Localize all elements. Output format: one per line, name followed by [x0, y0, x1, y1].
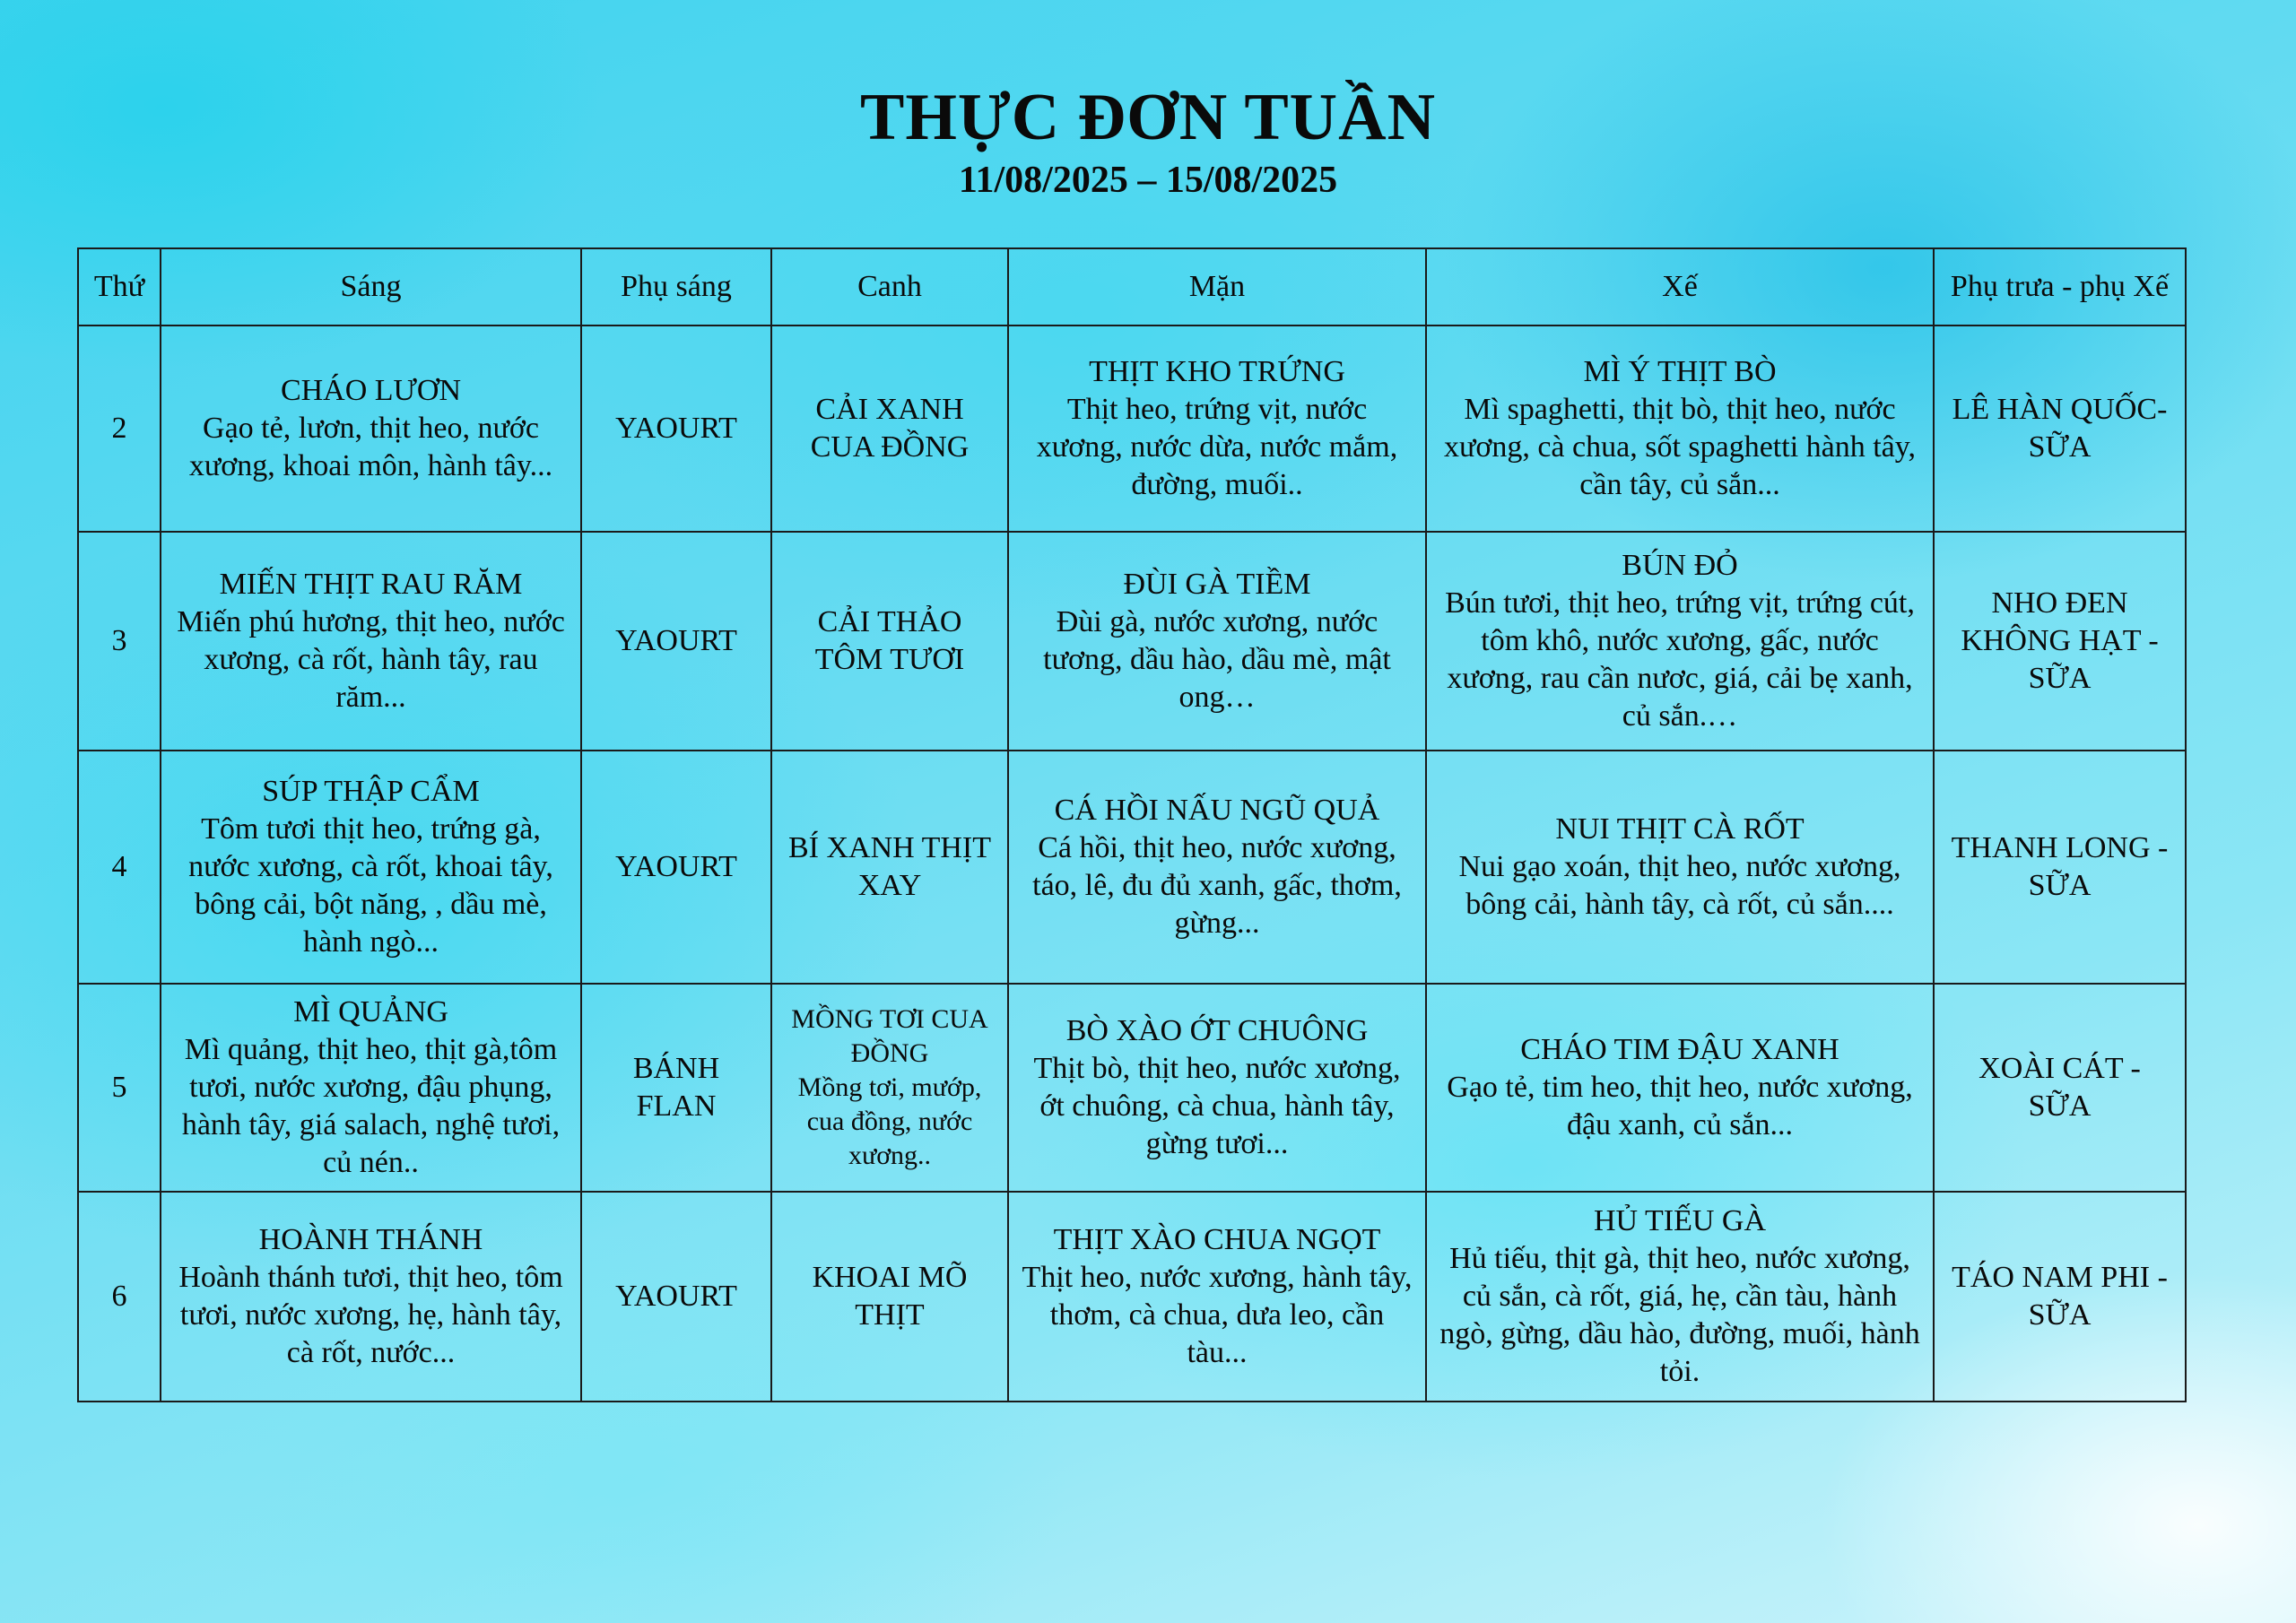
snack-name: NHO ĐEN KHÔNG HẠT - SỮA [1961, 586, 2159, 695]
morning-snack-cell [581, 984, 771, 1192]
day-cell [78, 532, 161, 751]
breakfast-cell [161, 751, 581, 984]
main-dish-cell [1008, 532, 1426, 751]
dish-ingredients: Hoành thánh tươi, thịt heo, tôm tươi, nước xương, hẹ, hành tây, cà rốt, nước... [178, 1261, 563, 1369]
main-dish-cell [1008, 984, 1426, 1192]
snacks-cell [1934, 751, 2186, 984]
column-header-day: Thứ [78, 248, 161, 325]
dish-title: KHOAI MÕ THỊT [812, 1261, 968, 1332]
main-dish-cell [1008, 1192, 1426, 1402]
morning-snack-cell [581, 1192, 771, 1402]
day-cell [78, 984, 161, 1192]
page-header [0, 79, 2296, 203]
dish-title: MÌ QUẢNG [293, 995, 448, 1028]
dish-ingredients: Thịt heo, nước xương, hành tây, thơm, cà chua, dưa leo, cần tàu... [1022, 1261, 1413, 1369]
soup-cell [771, 984, 1008, 1192]
snack-name: YAOURT [615, 850, 737, 883]
morning-snack-cell [581, 532, 771, 751]
dish-ingredients: Mì spaghetti, thịt bò, thịt heo, nước xương, cà chua, sốt spaghetti hành tây, cần tây, củ sắn... [1443, 393, 1917, 501]
snacks-cell [1934, 1192, 2186, 1402]
dish-title: CHÁO TIM ĐẬU XANH [1520, 1033, 1839, 1066]
snack-name: BÁNH FLAN [632, 1052, 720, 1123]
column-header-breakfast: Sáng [161, 248, 581, 325]
dish-title: CẢI THẢO TÔM TƯƠI [814, 605, 965, 676]
day-number: 2 [111, 412, 127, 445]
day-cell [78, 751, 161, 984]
dish-title: THỊT XÀO CHUA NGỌT [1053, 1223, 1381, 1256]
snack-name: LÊ HÀN QUỐC- SỮA [1952, 393, 2168, 464]
snack-name: XOÀI CÁT - SỮA [1979, 1052, 2141, 1123]
afternoon-cell [1426, 532, 1934, 751]
column-header-main-dish: Mặn [1008, 248, 1426, 325]
morning-snack-cell [581, 751, 771, 984]
dish-ingredients: Gạo tẻ, tim heo, thịt heo, nước xương, đậu xanh, củ sắn... [1447, 1071, 1913, 1141]
dish-ingredients: Gạo tẻ, lươn, thịt heo, nước xương, khoai môn, hành tây... [188, 412, 553, 482]
dish-title: CẢI XANH CUA ĐỒNG [810, 393, 970, 464]
column-header-morning-snack: Phụ sáng [581, 248, 771, 325]
breakfast-cell [161, 1192, 581, 1402]
dish-title: THỊT KHO TRỨNG [1089, 355, 1345, 388]
dish-ingredients: Mì quảng, thịt heo, thịt gà,tôm tươi, nước xương, đậu phụng, hành tây, giá salach, nghệ tươi, củ nén.. [181, 1033, 561, 1179]
soup-cell [771, 1192, 1008, 1402]
soup-cell [771, 532, 1008, 751]
breakfast-cell [161, 984, 581, 1192]
breakfast-cell [161, 325, 581, 532]
dish-ingredients: Miến phú hương, thịt heo, nước xương, cà rốt, hành tây, rau răm... [177, 605, 565, 714]
date-range: 11/08/2025 – 15/08/2025 [958, 160, 1338, 201]
dish-ingredients: Nui gạo xoán, thịt heo, nước xương, bông cải, hành tây, cà rốt, củ sắn.... [1458, 850, 1901, 921]
table-row [78, 532, 2186, 751]
dish-ingredients: Đùi gà, nước xương, nước tương, dầu hào, dầu mè, mật ong… [1043, 605, 1391, 714]
dish-ingredients: Tôm tươi thịt heo, trứng gà, nước xương, cà rốt, khoai tây, bông cải, bột năng, , dầu mè, hành ngò... [188, 812, 553, 959]
dish-ingredients: Bún tươi, thịt heo, trứng vịt, trứng cút, tôm khô, nước xương, gấc, nước xương, rau cần nươc, giá, cải bẹ xanh, củ sắn.… [1445, 586, 1915, 733]
dish-title: ĐÙI GÀ TIỀM [1123, 568, 1311, 601]
main-dish-cell [1008, 325, 1426, 532]
table-row [78, 984, 2186, 1192]
dish-title: BÚN ĐỎ [1622, 549, 1738, 582]
snack-name: YAOURT [615, 624, 737, 657]
snacks-cell [1934, 325, 2186, 532]
soup-cell [771, 751, 1008, 984]
snack-name: YAOURT [615, 412, 737, 445]
dish-title: BÒ XÀO ỚT CHUÔNG [1065, 1014, 1369, 1047]
dish-title: HOÀNH THÁNH [258, 1223, 483, 1256]
dish-ingredients: Hủ tiếu, thịt gà, thịt heo, nước xương, củ sắn, cà rốt, giá, hẹ, cần tàu, hành ngò, gừng, dầu hào, đường, muối, hành tỏi. [1439, 1242, 1920, 1388]
dish-ingredients: Thịt bò, thịt heo, nước xương, ớt chuông, cà chua, hành tây, gừng tươi... [1033, 1052, 1401, 1160]
column-header-soup: Canh [771, 248, 1008, 325]
weekly-menu-table [77, 247, 2187, 1402]
dish-title: MIẾN THỊT RAU RĂM [219, 568, 523, 601]
table-header-row [78, 248, 2186, 325]
dish-title: MỒNG TƠI CUA ĐỒNG [791, 1004, 988, 1068]
dish-ingredients: Cá hồi, thịt heo, nước xương, táo, lê, đu đủ xanh, gấc, thơm, gừng... [1032, 831, 1402, 940]
afternoon-cell [1426, 751, 1934, 984]
dish-ingredients: Thịt heo, trứng vịt, nước xương, nước dừa, nước mắm, đường, muối.. [1036, 393, 1398, 501]
dish-title: HỦ TIẾU GÀ [1593, 1204, 1766, 1237]
dish-title: SÚP THẬP CẨM [262, 775, 480, 808]
dish-title: NUI THỊT CÀ RỐT [1555, 812, 1805, 846]
snack-name: YAOURT [615, 1280, 737, 1313]
soup-cell [771, 325, 1008, 532]
snacks-cell [1934, 532, 2186, 751]
dish-title: MÌ Ý THỊT BÒ [1583, 355, 1777, 388]
day-number: 3 [111, 624, 127, 657]
table-row [78, 325, 2186, 532]
snack-name: TÁO NAM PHI - SỮA [1952, 1261, 2168, 1332]
afternoon-cell [1426, 325, 1934, 532]
table-row [78, 1192, 2186, 1402]
dish-title: CÁ HỒI NẤU NGŨ QUẢ [1054, 794, 1380, 827]
day-number: 4 [111, 850, 127, 883]
snack-name: THANH LONG - SỮA [1951, 831, 2169, 902]
column-header-snacks: Phụ trưa - phụ Xế [1934, 248, 2186, 325]
column-header-afternoon: Xế [1426, 248, 1934, 325]
afternoon-cell [1426, 984, 1934, 1192]
snacks-cell [1934, 984, 2186, 1192]
afternoon-cell [1426, 1192, 1934, 1402]
table-row [78, 751, 2186, 984]
dish-ingredients: Mồng tơi, mướp, cua đồng, nước xương.. [797, 1072, 982, 1170]
morning-snack-cell [581, 325, 771, 532]
breakfast-cell [161, 532, 581, 751]
dish-title: BÍ XANH THỊT XAY [787, 831, 991, 902]
day-cell [78, 1192, 161, 1402]
page-title: THỰC ĐƠN TUẦN [859, 81, 1437, 154]
dish-title: CHÁO LƯƠN [280, 374, 462, 407]
day-number: 6 [111, 1280, 127, 1313]
day-cell [78, 325, 161, 532]
main-dish-cell [1008, 751, 1426, 984]
day-number: 5 [111, 1071, 127, 1104]
